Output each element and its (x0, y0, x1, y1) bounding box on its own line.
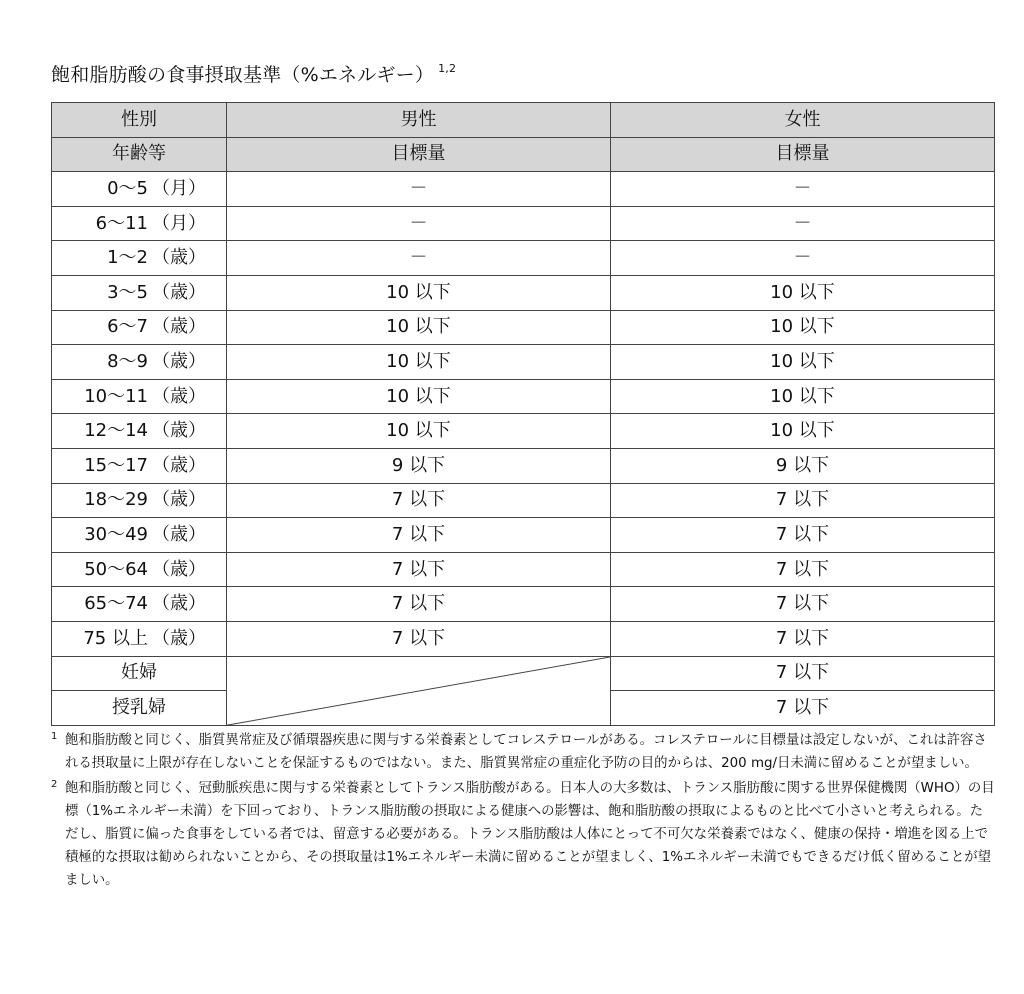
header-sex-label: 性別 (52, 103, 227, 138)
age-inner (52, 317, 226, 337)
female-value: － (611, 241, 995, 276)
age-cell (52, 379, 227, 414)
male-value: 10 以下 (227, 345, 611, 380)
table-row (52, 518, 995, 553)
age-cell (52, 483, 227, 518)
female-value: 7 以下 (611, 587, 995, 622)
table-row (52, 552, 995, 587)
age-inner (52, 525, 226, 545)
header-male-target: 目標量 (227, 137, 611, 172)
age-unit: （歳） (152, 281, 206, 303)
male-value: 10 以下 (227, 414, 611, 449)
intake-standard-table (51, 102, 995, 726)
age-unit: （歳） (152, 593, 206, 615)
table-row (52, 379, 995, 414)
special-label: 授乳婦 (52, 691, 227, 726)
age-unit: （歳） (152, 385, 206, 407)
age-unit: （歳） (152, 454, 206, 476)
table-row (52, 587, 995, 622)
age-range: 65～74 (84, 593, 148, 615)
header-age-label: 年齢等 (52, 137, 227, 172)
age-cell (52, 206, 227, 241)
female-value: 7 以下 (611, 518, 995, 553)
table-row (52, 483, 995, 518)
female-value: 10 以下 (611, 414, 995, 449)
age-inner (52, 283, 226, 303)
age-unit: （歳） (152, 316, 206, 338)
female-value: 7 以下 (611, 691, 995, 726)
age-range: 30～49 (84, 523, 148, 545)
male-value: － (227, 206, 611, 241)
age-cell (52, 587, 227, 622)
female-value: 9 以下 (611, 448, 995, 483)
page-title (51, 56, 456, 88)
age-inner (52, 594, 226, 614)
table-row (52, 414, 995, 449)
age-unit: （歳） (152, 558, 206, 580)
table-row (52, 310, 995, 345)
age-range: 6～7 (107, 316, 148, 338)
header-row-sex (52, 103, 995, 138)
header-female: 女性 (611, 103, 995, 138)
female-value: 10 以下 (611, 345, 995, 380)
table-row (52, 206, 995, 241)
male-value: 7 以下 (227, 587, 611, 622)
age-inner (52, 352, 226, 372)
diagonal-line (227, 657, 610, 725)
female-value: 7 以下 (611, 621, 995, 656)
female-value: － (611, 172, 995, 207)
male-value: 10 以下 (227, 379, 611, 414)
age-cell (52, 414, 227, 449)
footnote-2 (51, 777, 996, 892)
age-inner (52, 421, 226, 441)
header-row-age (52, 137, 995, 172)
age-inner (52, 629, 226, 649)
age-unit: （歳） (152, 523, 206, 545)
age-unit: （月） (152, 177, 206, 199)
age-cell (52, 518, 227, 553)
age-unit: （歳） (152, 247, 206, 269)
diagonal-slash (227, 657, 610, 725)
age-cell (52, 241, 227, 276)
age-range: 8～9 (107, 350, 148, 372)
table-row (52, 448, 995, 483)
age-unit: （歳） (152, 627, 206, 649)
age-cell (52, 552, 227, 587)
age-cell (52, 448, 227, 483)
age-range: 18～29 (84, 489, 148, 511)
age-inner (52, 214, 226, 234)
age-cell (52, 345, 227, 380)
age-unit: （歳） (152, 489, 206, 511)
female-value: 10 以下 (611, 310, 995, 345)
not-applicable-cell (227, 656, 611, 725)
age-inner (52, 560, 226, 580)
age-range: 3～5 (107, 281, 148, 303)
male-value: 7 以下 (227, 621, 611, 656)
female-value: 7 以下 (611, 552, 995, 587)
footnote-2-number: 2 (51, 779, 58, 790)
age-range: 0～5 (107, 177, 148, 199)
age-inner (52, 456, 226, 476)
female-value: 7 以下 (611, 483, 995, 518)
age-range: 15～17 (84, 454, 148, 476)
age-cell (52, 172, 227, 207)
age-inner (52, 387, 226, 407)
age-cell (52, 310, 227, 345)
male-value: － (227, 172, 611, 207)
male-value: 7 以下 (227, 483, 611, 518)
special-label: 妊婦 (52, 656, 227, 691)
footnotes (51, 729, 996, 894)
age-range: 1～2 (107, 247, 148, 269)
age-unit: （月） (152, 212, 206, 234)
footnote-1-number: 1 (51, 731, 58, 742)
age-unit: （歳） (152, 420, 206, 442)
male-value: 10 以下 (227, 275, 611, 310)
female-value: － (611, 206, 995, 241)
age-range: 75 以上 (83, 627, 148, 649)
table-row (52, 621, 995, 656)
title-footnote-ref: 1,2 (438, 62, 457, 75)
table-row (52, 275, 995, 310)
age-range: 6～11 (95, 212, 148, 234)
age-range: 10～11 (84, 385, 148, 407)
table-row (52, 172, 995, 207)
age-range: 12～14 (84, 420, 148, 442)
age-unit: （歳） (152, 350, 206, 372)
male-value: 10 以下 (227, 310, 611, 345)
age-inner (52, 248, 226, 268)
female-value: 7 以下 (611, 656, 995, 691)
male-value: 7 以下 (227, 518, 611, 553)
female-value: 10 以下 (611, 379, 995, 414)
footnote-2-text: 飽和脂肪酸と同じく、冠動脈疾患に関与する栄養素としてトランス脂肪酸がある。日本人の大多数は、トランス脂肪酸に関する世界保健機関（WHO）の目標（1%エネルギー未満）を下回っており、トランス脂肪酸の摂取による健康への影響は、飽和脂肪酸の摂取によるものと比べて小さいと考えられる。ただし、脂質に偏った食事をしている者では、留意する必要がある。トランス脂肪酸は人体にとって不可欠な栄養素ではなく、健康の保持・増進を図る上で積極的な摂取は勧められないことから、その摂取量は1%エネルギー未満に留めることが望ましく、1%エネルギー未満でもできるだけ低く留めることが望ましい。 (65, 781, 995, 888)
male-value: 9 以下 (227, 448, 611, 483)
male-value: － (227, 241, 611, 276)
age-cell (52, 275, 227, 310)
age-range: 50～64 (84, 558, 148, 580)
female-value: 10 以下 (611, 275, 995, 310)
header-male: 男性 (227, 103, 611, 138)
table-row (52, 345, 995, 380)
header-female-target: 目標量 (611, 137, 995, 172)
table-row (52, 656, 995, 691)
footnote-1 (51, 729, 996, 775)
footnote-1-text: 飽和脂肪酸と同じく、脂質異常症及び循環器疾患に関与する栄養素としてコレステロールがある。コレステロールに目標量は設定しないが、これは許容される摂取量に上限が存在しないことを保証するものではない。また、脂質異常症の重症化予防の目的からは、200 mg/日未満に留めることが望ましい。 (65, 733, 987, 771)
age-inner (52, 490, 226, 510)
age-cell (52, 621, 227, 656)
table-row (52, 241, 995, 276)
male-value: 7 以下 (227, 552, 611, 587)
age-inner (52, 179, 226, 199)
title-text: 飽和脂肪酸の食事摂取基準（%エネルギー） (51, 64, 435, 86)
